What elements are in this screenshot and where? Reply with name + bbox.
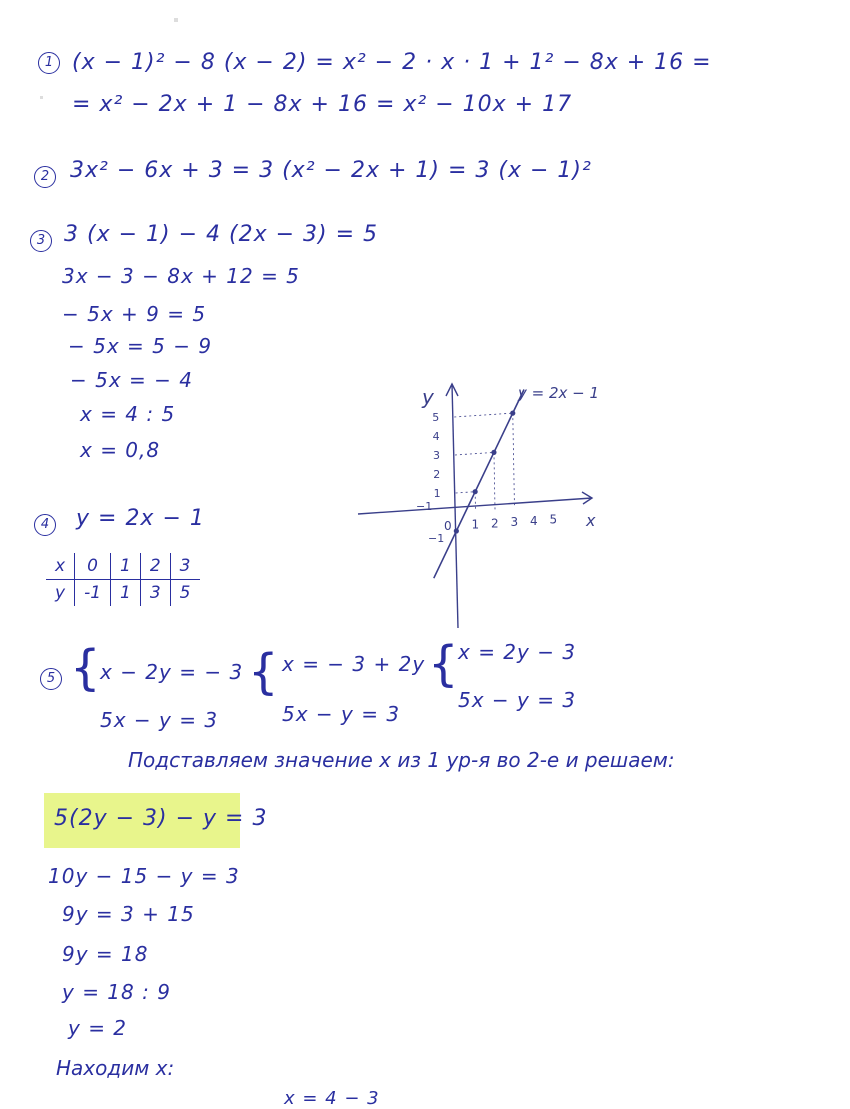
- table-row-y: [46, 580, 200, 607]
- guide-line: [494, 452, 495, 509]
- graph-point: [491, 450, 496, 455]
- x-tick-label: 2: [491, 516, 499, 530]
- table-cell: 0: [75, 553, 111, 580]
- y-tick-label: 4: [433, 430, 440, 443]
- problem-5-line-1: 10y − 15 − y = 3: [48, 864, 240, 888]
- system-2-eq-2: 5x − y = 3: [282, 702, 400, 726]
- x-tick-label: 1: [472, 518, 480, 532]
- problem-2-number: 2: [34, 166, 56, 188]
- table-cell: 3: [140, 580, 170, 607]
- table-header-x: x: [46, 553, 75, 580]
- function-graph: [350, 370, 630, 630]
- problem-5-line-5: y = 2: [68, 1016, 127, 1040]
- table-cell: 5: [170, 580, 199, 607]
- problem-5-line-4: y = 18 : 9: [62, 980, 171, 1004]
- problem-3-line-2: 3x − 3 − 8x + 12 = 5: [62, 264, 300, 288]
- table-cell: 1: [111, 580, 141, 607]
- x-tick-label: 5: [550, 513, 558, 527]
- scan-speck: [40, 96, 43, 99]
- x-tick-label: 4: [530, 514, 538, 528]
- value-table: [46, 553, 200, 606]
- graph-point: [473, 489, 478, 494]
- problem-5-line-3: 9y = 18: [62, 942, 148, 966]
- system-3-brace-icon: {: [428, 636, 459, 692]
- x-tick-label: 0: [444, 519, 452, 533]
- guide-line: [513, 413, 515, 508]
- problem-5-number: 5: [40, 668, 62, 690]
- graph-point: [510, 411, 515, 416]
- neg-x-tick-label: −1: [416, 500, 432, 513]
- system-1-eq-1: x − 2y = − 3: [100, 660, 243, 684]
- system-3-eq-2: 5x − y = 3: [458, 688, 576, 712]
- problem-1-line-2: = x² − 2x + 1 − 8x + 16 = x² − 10x + 17: [72, 92, 572, 117]
- y-tick-label: 2: [433, 468, 440, 481]
- problem-5-line-2: 9y = 3 + 15: [62, 902, 195, 926]
- table-cell: -1: [75, 580, 111, 607]
- y-axis-label: y: [421, 385, 435, 409]
- problem-3-line-1: 3 (x − 1) − 4 (2x − 3) = 5: [64, 222, 378, 247]
- problem-3-line-5: − 5x = − 4: [70, 368, 193, 392]
- problem-3-line-6: x = 4 : 5: [80, 402, 175, 426]
- function-label: y = 2x − 1: [517, 384, 599, 402]
- y-tick-label: 1: [434, 487, 441, 500]
- x-tick-label: 3: [511, 515, 519, 529]
- graph-point: [454, 528, 459, 533]
- guide-line: [454, 413, 513, 417]
- table-cell: 2: [140, 553, 170, 580]
- problem-3-number: 3: [30, 230, 52, 252]
- guide-line: [455, 452, 494, 455]
- x-axis-label: x: [585, 511, 596, 530]
- system-3-eq-1: x = 2y − 3: [458, 640, 576, 664]
- system-2-eq-1: x = − 3 + 2y: [282, 652, 425, 676]
- problem-2-line-1: 3x² − 6x + 3 = 3 (x² − 2x + 1) = 3 (x − 1)²: [70, 158, 592, 183]
- function-line: [434, 390, 524, 579]
- guide-line: [456, 492, 476, 493]
- table-cell: 3: [170, 553, 199, 580]
- substitution-note: Подставляем значение x из 1 ур-я во 2-е и решаем:: [128, 748, 675, 772]
- table-header-y: y: [46, 580, 75, 607]
- problem-3-line-7: x = 0,8: [80, 438, 160, 462]
- problem-3-line-3: − 5x + 9 = 5: [62, 302, 206, 326]
- table-cell: 1: [111, 553, 141, 580]
- system-1-brace-icon: {: [70, 640, 101, 696]
- problem-4-line-1: y = 2x − 1: [76, 506, 205, 531]
- problem-1-number: 1: [38, 52, 60, 74]
- scan-speck: [174, 18, 178, 22]
- y-axis: [452, 384, 458, 628]
- problem-4-number: 4: [34, 514, 56, 536]
- table-row-x: [46, 553, 200, 580]
- y-tick-label: 5: [432, 411, 439, 424]
- problem-1-line-1: (x − 1)² − 8 (x − 2) = x² − 2 · x · 1 + 1² − 8x + 16 =: [72, 50, 712, 75]
- system-2-brace-icon: {: [248, 644, 279, 700]
- highlighted-equation: 5(2y − 3) − y = 3: [54, 806, 267, 831]
- problem-3-line-4: − 5x = 5 − 9: [68, 334, 212, 358]
- cut-off-line: x = 4 − 3: [284, 1088, 380, 1109]
- system-1-eq-2: 5x − y = 3: [100, 708, 218, 732]
- find-x-text: Находим x:: [56, 1056, 174, 1080]
- y-tick-label: 3: [433, 449, 440, 462]
- neg-y-tick-label: −1: [428, 532, 444, 545]
